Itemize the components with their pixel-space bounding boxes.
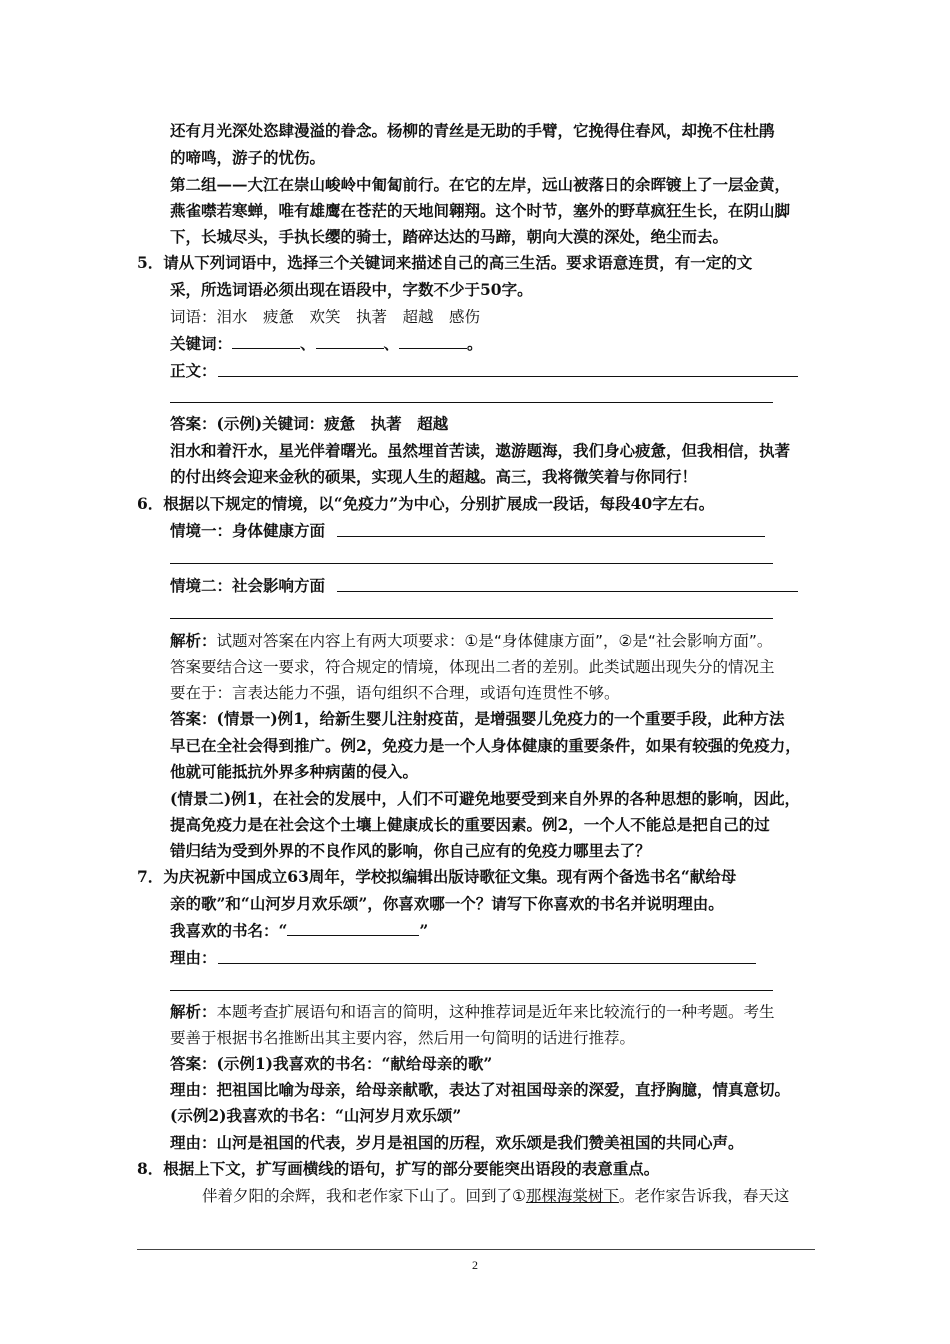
text-line: 的啼鸣，游子的忧伤。 bbox=[170, 148, 326, 167]
book-title-blank[interactable] bbox=[287, 921, 419, 936]
question-number: 7． bbox=[137, 867, 164, 886]
analysis-label: 解析： bbox=[170, 631, 217, 650]
passage-text: 。老作家告诉我，春天这 bbox=[618, 1187, 790, 1205]
answer-line[interactable] bbox=[337, 536, 765, 537]
question-6 bbox=[137, 494, 714, 514]
question-text: 请从下列词语中，选择三个关键词来描述自己的高三生活。要求语意连贯，有一定的文 bbox=[163, 253, 753, 272]
answer-text: 早已在全社会得到推广。例2，免疫力是一个人身体健康的重要条件，如果有较强的免疫力， bbox=[170, 736, 801, 755]
answer-text: 理由：山河是祖国的代表，岁月是祖国的历程，欢乐颂是我们赞美祖国的共同心声。 bbox=[170, 1133, 744, 1152]
reason-label: 理由： bbox=[170, 948, 217, 967]
answer-label: 答案： bbox=[170, 414, 217, 433]
answer-block bbox=[170, 414, 448, 434]
passage-line bbox=[202, 1186, 789, 1206]
body-label: 正文： bbox=[170, 361, 217, 380]
footer-divider bbox=[137, 1249, 815, 1250]
analysis-text: 试题对答案在内容上有两大项要求：①是“身体健康方面”，②是“社会影响方面”。 bbox=[216, 632, 773, 650]
answer-line[interactable] bbox=[218, 963, 756, 964]
analysis-block bbox=[170, 1002, 775, 1022]
keyword-blank-3[interactable] bbox=[399, 334, 467, 349]
question-text: 根据上下文，扩写画横线的语句，扩写的部分要能突出语段的表意重点。 bbox=[163, 1159, 660, 1178]
text-line: 还有月光深处恣肆漫溢的眷念。杨柳的青丝是无助的手臂，它挽得住春风，却挽不住杜鹃 bbox=[170, 121, 775, 140]
analysis-block bbox=[170, 631, 772, 651]
answer-text: 泪水和着汗水，星光伴着曙光。虽然埋首苦读，遨游题海，我们身心疲惫，但我相信，执著 bbox=[170, 441, 791, 460]
keyword-blank-2[interactable] bbox=[316, 334, 384, 349]
close-quote: ” bbox=[419, 921, 429, 940]
analysis-text: 要善于根据书名推断出其主要内容，然后用一句简明的话进行推荐。 bbox=[170, 1029, 636, 1047]
question-number: 5． bbox=[137, 253, 164, 272]
word-list: 词语：泪水 疲惫 欢笑 执著 超越 感伤 bbox=[170, 308, 481, 326]
question-text: 亲的歌”和“山河岁月欢乐颂”，你喜欢哪一个？请写下你喜欢的书名并说明理由。 bbox=[170, 894, 724, 913]
answer-label: 答案： bbox=[170, 1054, 217, 1073]
separator: 、 bbox=[383, 334, 400, 353]
page-number: 2 bbox=[472, 1258, 478, 1272]
favorite-label: 我喜欢的书名：“ bbox=[170, 921, 288, 940]
text-line: 燕雀噤若寒蝉，唯有雄鹰在苍茫的天地间翱翔。这个时节，塞外的野草疯狂生长，在阴山脚 bbox=[170, 201, 791, 220]
separator: 、 bbox=[300, 334, 316, 353]
question-text: 采，所选词语必须出现在语段中，字数不少于50字。 bbox=[170, 280, 533, 299]
answer-line[interactable] bbox=[218, 376, 798, 377]
answer-text: (示例2)我喜欢的书名：“山河岁月欢乐颂” bbox=[170, 1106, 462, 1125]
answer-block bbox=[170, 1054, 492, 1074]
question-8 bbox=[137, 1159, 659, 1179]
answer-text: (情景二)例1，在社会的发展中，人们不可避免地要受到来自外界的各种思想的影响，因此， bbox=[170, 789, 800, 808]
question-number: 8． bbox=[137, 1159, 164, 1178]
question-text: 为庆祝新中国成立63周年，学校拟编辑出版诗歌征文集。现有两个备选书名“献给母 bbox=[163, 867, 737, 886]
question-text: 根据以下规定的情境，以“免疫力”为中心，分别扩展成一段话，每段40字左右。 bbox=[163, 494, 715, 513]
answer-line[interactable] bbox=[170, 402, 773, 403]
question-number: 6． bbox=[137, 494, 164, 513]
keyword-blank-1[interactable] bbox=[232, 334, 300, 349]
answer-line[interactable] bbox=[170, 618, 773, 619]
answer-text: 理由：把祖国比喻为母亲，给母亲献歌，表达了对祖国母亲的深爱，直抒胸臆，情真意切。 bbox=[170, 1080, 791, 1099]
analysis-text: 本题考查扩展语句和语言的简明，这种推荐词是近年来比较流行的一种考题。考生 bbox=[216, 1003, 775, 1021]
text-line: 第二组——大江在崇山峻岭中匍匐前行。在它的左岸，远山被落日的余晖镀上了一层金黄， bbox=[170, 175, 791, 194]
answer-text: (情景一)例1，给新生婴儿注射疫苗，是增强婴儿免疫力的一个重要手段，此种方法 bbox=[216, 709, 785, 728]
answer-line[interactable] bbox=[337, 591, 798, 592]
scenario-1-label: 情境一：身体健康方面 bbox=[170, 521, 326, 540]
period: 。 bbox=[467, 334, 483, 353]
keywords-label: 关键词： bbox=[170, 334, 233, 353]
text-line: 下，长城尽头，手执长缨的骑士，踏碎达达的马蹄，朝向大漠的深处，绝尘而去。 bbox=[170, 227, 729, 246]
underlined-phrase: 那棵海棠树下 bbox=[525, 1187, 619, 1205]
analysis-label: 解析： bbox=[170, 1002, 217, 1021]
passage-text: 伴着夕阳的余辉，我和老作家下山了。回到了① bbox=[202, 1187, 526, 1205]
question-5 bbox=[137, 253, 752, 273]
answer-text: 他就可能抵抗外界多种病菌的侵入。 bbox=[170, 762, 419, 781]
favorite-row bbox=[170, 921, 428, 941]
answer-text: 的付出终会迎来金秋的硕果，实现人生的超越。高三，我将微笑着与你同行！ bbox=[170, 467, 698, 486]
question-7 bbox=[137, 867, 736, 887]
keywords-row bbox=[170, 334, 483, 354]
answer-line[interactable] bbox=[170, 990, 773, 991]
answer-text: (示例1)我喜欢的书名：“献给母亲的歌” bbox=[216, 1054, 493, 1073]
answer-block bbox=[170, 709, 784, 729]
analysis-text: 答案要结合这一要求，符合规定的情境，体现出二者的差别。此类试题出现失分的情况主 bbox=[170, 658, 775, 676]
answer-text: (示例)关键词：疲惫 执著 超越 bbox=[216, 414, 449, 433]
answer-text: 错归结为受到外界的不良作风的影响，你自己应有的免疫力哪里去了？ bbox=[170, 841, 651, 860]
answer-line[interactable] bbox=[170, 563, 773, 564]
answer-label: 答案： bbox=[170, 709, 217, 728]
answer-text: 提高免疫力是在社会这个土壤上健康成长的重要因素。例2，一个人不能总是把自己的过 bbox=[170, 815, 770, 834]
scenario-2-label: 情境二：社会影响方面 bbox=[170, 576, 326, 595]
analysis-text: 要在于：言表达能力不强，语句组织不合理，或语句连贯性不够。 bbox=[170, 684, 620, 702]
